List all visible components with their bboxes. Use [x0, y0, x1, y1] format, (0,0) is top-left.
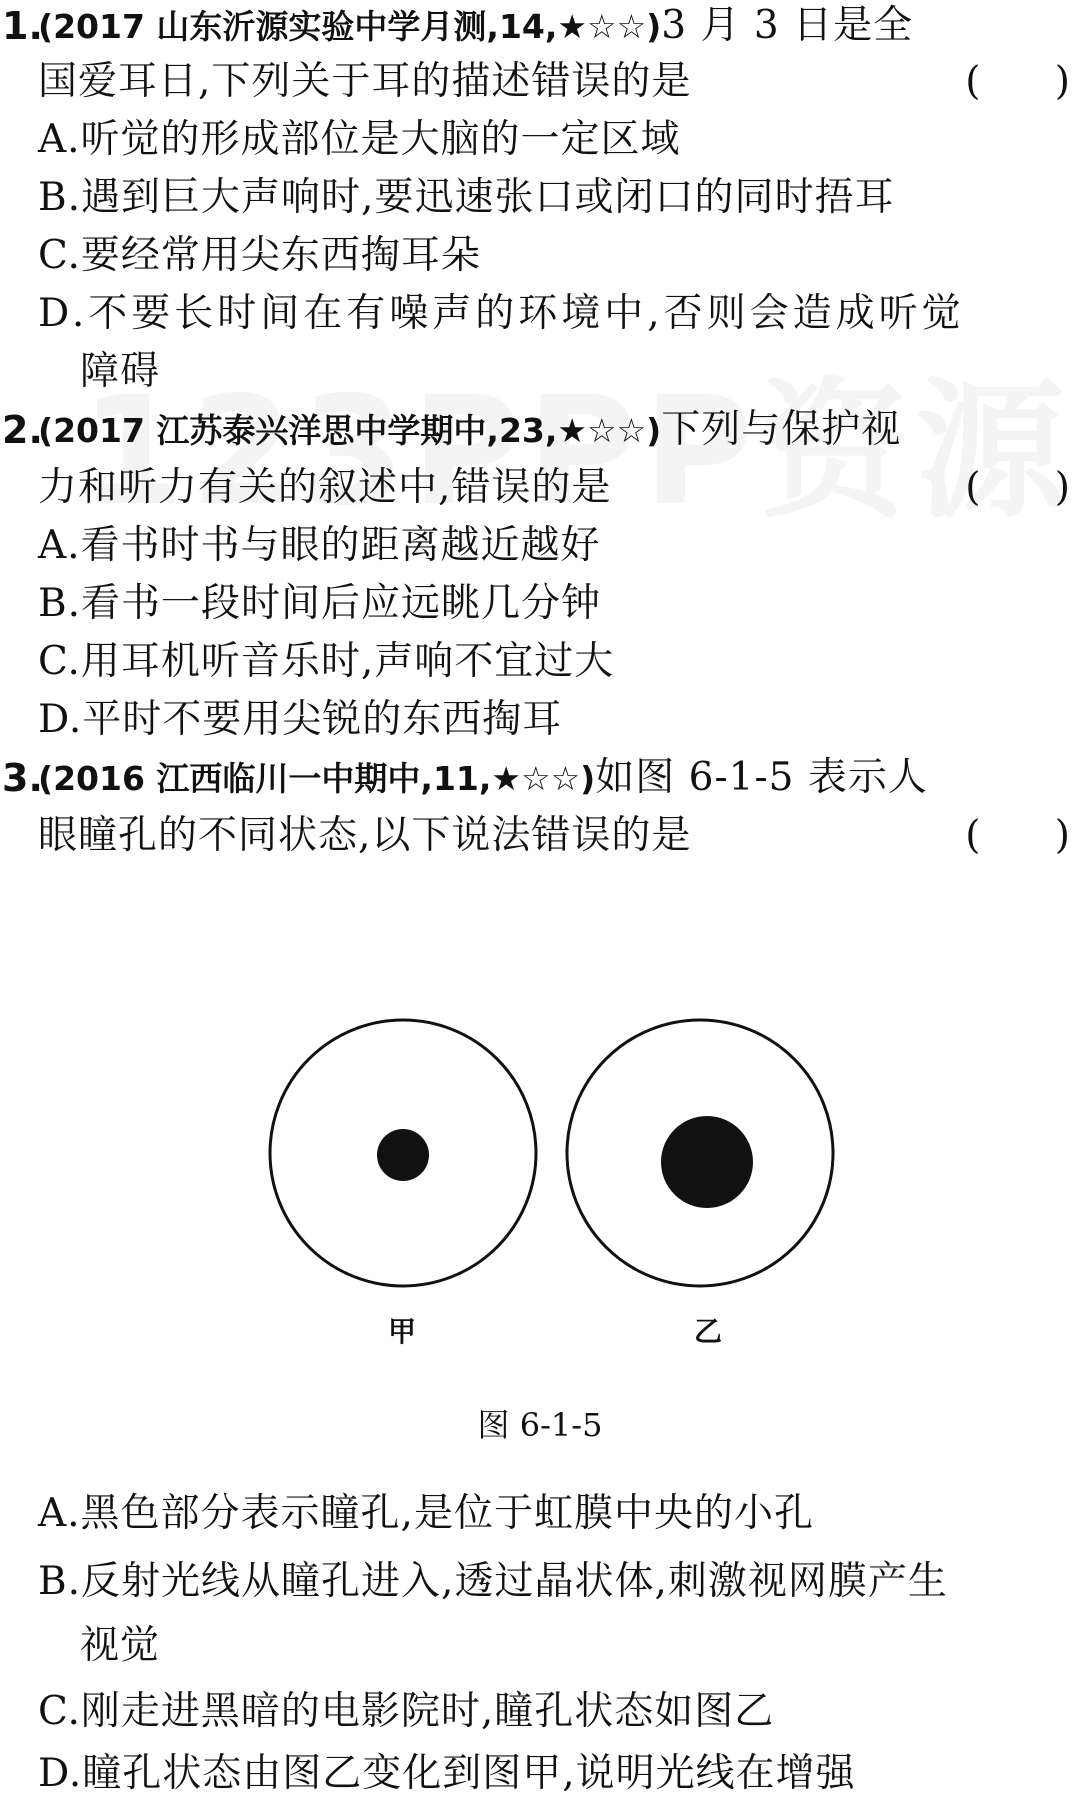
- question-2-option-b: B.看书一段时间后应远眺几分钟: [38, 581, 602, 626]
- question-2-option-a: A.看书时书与眼的距离越近越好: [38, 523, 601, 568]
- question-3-option-b: B.反射光线从瞳孔进入,透过晶状体,刺激视网膜产生: [38, 1559, 948, 1604]
- question-3-source: (2016 江西临川一中期中,11,★☆☆): [38, 759, 596, 798]
- question-3-option-c: C.刚走进黑暗的电影院时,瞳孔状态如图乙: [38, 1689, 775, 1734]
- question-2-source: (2017 江苏泰兴洋思中学期中,23,★☆☆): [38, 411, 662, 450]
- question-2-stem-line2: 力和听力有关的叙述中,错误的是: [38, 465, 612, 510]
- question-3-answer-blank: ( ): [965, 813, 1070, 858]
- question-1-option-d: D.不要长时间在有噪声的环境中,否则会造成听觉: [38, 291, 965, 336]
- question-1-option-b: B.遇到巨大声响时,要迅速张口或闭口的同时捂耳: [38, 175, 895, 220]
- figure-label-yi: 乙: [694, 1315, 723, 1348]
- pupil-small-left: [377, 1129, 429, 1181]
- pupil-figure: [260, 1010, 840, 1350]
- question-2-number: 2.: [2, 408, 43, 452]
- question-1-source: (2017 山东沂源实验中学月测,14,★☆☆): [38, 7, 662, 46]
- question-1-stem-line1: [38, 0, 1072, 53]
- question-3-stem-text1: 如图 6-1-5 表示人: [595, 755, 928, 800]
- question-3-stem-line2: 眼瞳孔的不同状态,以下说法错误的是: [38, 813, 692, 858]
- question-2-option-d: D.平时不要用尖锐的东西掏耳: [38, 697, 563, 742]
- question-3-stem-line1: [38, 752, 1072, 805]
- question-3-option-a: A.黑色部分表示瞳孔,是位于虹膜中央的小孔: [38, 1491, 814, 1536]
- question-1-answer-blank: ( ): [965, 59, 1070, 104]
- question-2-stem-text1: 下列与保护视: [661, 407, 902, 452]
- figure-label-jia: 甲: [388, 1315, 417, 1348]
- question-1-option-a: A.听觉的形成部位是大脑的一定区域: [38, 117, 681, 162]
- pupil-large-right: [661, 1116, 753, 1208]
- question-1-option-d-cont: 障碍: [80, 349, 161, 394]
- question-3-option-b-cont: 视觉: [80, 1623, 161, 1668]
- question-1-number: 1.: [2, 4, 43, 48]
- question-2-stem-line1: [38, 404, 1072, 457]
- question-2-answer-blank: ( ): [965, 465, 1070, 510]
- question-3-number: 3.: [2, 756, 43, 800]
- question-1-stem-text1: 3 月 3 日是全: [661, 3, 914, 48]
- figure-caption: 图 6-1-5: [477, 1406, 603, 1444]
- question-1-stem-line2: 国爱耳日,下列关于耳的描述错误的是: [38, 59, 692, 104]
- question-3-option-d: D.瞳孔状态由图乙变化到图甲,说明光线在增强: [38, 1751, 856, 1796]
- question-2-option-c: C.用耳机听音乐时,声响不宜过大: [38, 639, 615, 684]
- pupil-diagram: [260, 1010, 840, 1350]
- question-1-option-c: C.要经常用尖东西掏耳朵: [38, 233, 481, 278]
